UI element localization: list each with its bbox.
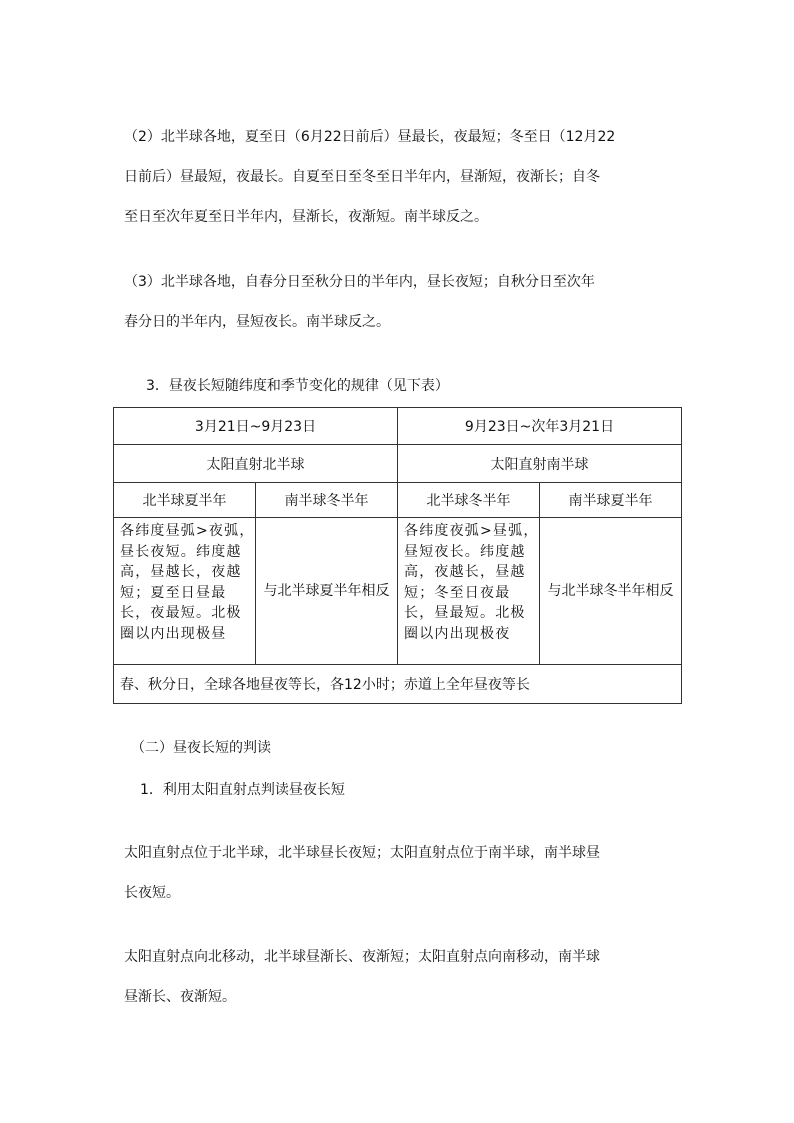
equinox-row: 春、秋分日，全球各地昼夜等长，各12小时；赤道上全年昼夜等长 [114, 665, 682, 704]
text-line: 太阳直射点位于北半球，北半球昼长夜短；太阳直射点位于南半球，南半球昼 [124, 845, 600, 861]
text-line: 日前后）昼最短，夜最长。自夏至日至冬至日半年内，昼渐短，夜渐长；自冬 [124, 169, 600, 185]
section-heading-3: 3．昼夜长短随纬度和季节变化的规律（见下表） [146, 378, 449, 394]
paragraph-3 [124, 262, 676, 342]
sun-north: 太阳直射北半球 [114, 445, 398, 483]
cell-north-winter: 各纬度夜弧>昼弧，昼短夜长。纬度越高，夜越长，昼越短；冬至日夜最长，昼最短。北极圈以内出现极夜 [398, 518, 540, 665]
text-line: 太阳直射点向北移动，北半球昼渐长、夜渐短；太阳直射点向南移动，南半球 [124, 949, 600, 965]
text-line: （3）北半球各地，自春分日至秋分日的半年内，昼长夜短；自秋分日至次年 [124, 274, 595, 290]
col-north-summer: 北半球夏半年 [114, 483, 256, 518]
period-south: 9月23日~次年3月21日 [398, 408, 682, 445]
day-night-table [113, 407, 682, 704]
col-north-winter: 北半球冬半年 [398, 483, 540, 518]
cell-north-summer: 各纬度昼弧>夜弧，昼长夜短。纬度越高，昼越长，夜越短；夏至日昼最长，夜最短。北极圈以内出现极昼 [114, 518, 256, 665]
section-heading-b: （二）昼夜长短的判读 [131, 740, 271, 756]
col-south-winter: 南半球冬半年 [256, 483, 398, 518]
col-south-summer: 南半球夏半年 [540, 483, 682, 518]
text-line: 昼渐长、夜渐短。 [124, 989, 236, 1005]
sun-south: 太阳直射南半球 [398, 445, 682, 483]
text-line: 长夜短。 [124, 885, 180, 901]
cell-south-winter: 与北半球夏半年相反 [256, 518, 398, 665]
section-heading-b1: 1．利用太阳直射点判读昼夜长短 [140, 782, 345, 798]
cell-south-summer: 与北半球冬半年相反 [540, 518, 682, 665]
paragraph-b1 [124, 833, 676, 913]
text-line: 春分日的半年内，昼短夜长。南半球反之。 [124, 314, 390, 330]
paragraph-2 [124, 117, 676, 237]
paragraph-b2 [124, 937, 676, 1017]
period-north: 3月21日~9月23日 [114, 408, 398, 445]
text-line: （2）北半球各地，夏至日（6月22日前后）昼最长，夜最短；冬至日（12月22 [124, 129, 616, 145]
text-line: 至日至次年夏至日半年内，昼渐长，夜渐短。南半球反之。 [124, 209, 488, 225]
